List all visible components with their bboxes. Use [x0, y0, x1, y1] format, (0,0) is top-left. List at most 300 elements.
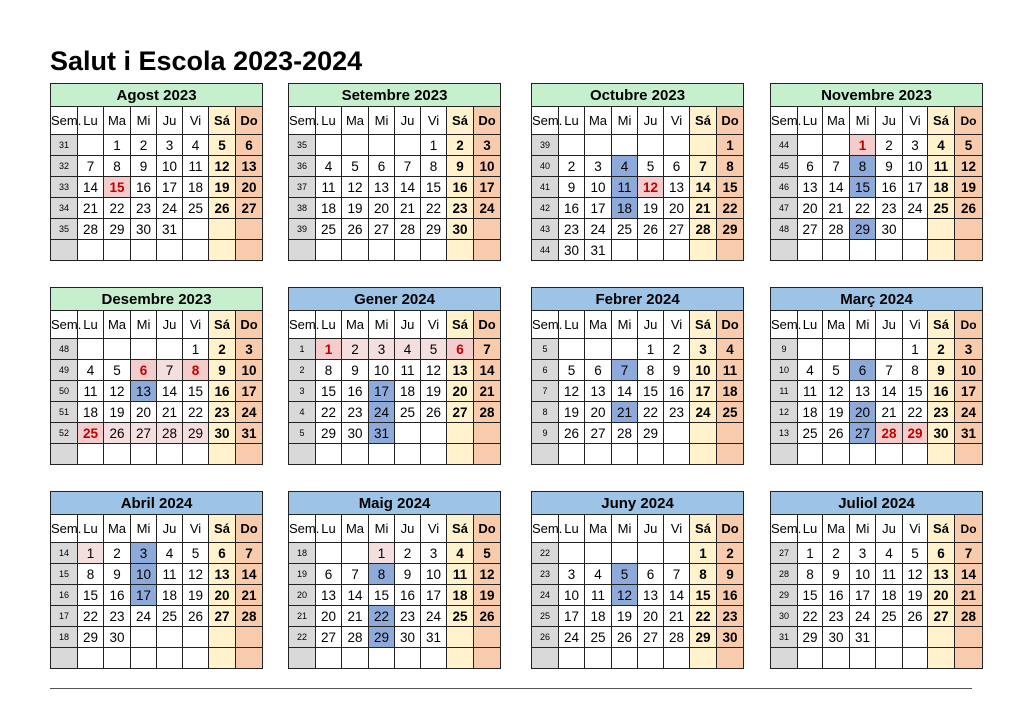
week-row — [771, 135, 983, 156]
day-cell — [690, 240, 717, 261]
day-cell: 6 — [131, 360, 157, 381]
day-cell — [104, 444, 131, 465]
day-cell: 8 — [903, 360, 928, 381]
week-number: 42 — [532, 198, 559, 219]
day-cell: 29 — [78, 627, 104, 648]
week-number: 12 — [771, 402, 798, 423]
day-cell — [664, 648, 690, 669]
day-cell: 8 — [316, 360, 342, 381]
day-cell: 2 — [559, 156, 585, 177]
week-number: 4 — [289, 402, 316, 423]
day-cell: 15 — [369, 585, 395, 606]
day-cell — [474, 240, 501, 261]
week-number: 43 — [532, 219, 559, 240]
day-cell — [928, 627, 955, 648]
weekday-header: Ju — [638, 515, 664, 543]
day-cell: 28 — [955, 606, 983, 627]
week-number: 10 — [771, 360, 798, 381]
week-row — [51, 219, 263, 240]
day-cell — [131, 240, 157, 261]
week-row — [771, 198, 983, 219]
day-cell: 19 — [612, 606, 638, 627]
day-cell: 20 — [316, 606, 342, 627]
weekday-header: Mi — [131, 311, 157, 339]
day-cell: 22 — [850, 198, 876, 219]
week-number: 49 — [51, 360, 78, 381]
day-cell — [612, 543, 638, 564]
day-cell: 7 — [474, 339, 501, 360]
day-cell: 27 — [798, 219, 823, 240]
week-number: 31 — [51, 135, 78, 156]
day-cell: 15 — [183, 381, 209, 402]
week-row — [771, 360, 983, 381]
day-cell: 2 — [447, 135, 474, 156]
day-cell: 17 — [131, 585, 157, 606]
day-cell: 6 — [664, 156, 690, 177]
day-cell: 30 — [447, 219, 474, 240]
day-cell: 2 — [395, 543, 421, 564]
day-cell: 4 — [447, 543, 474, 564]
day-cell: 17 — [236, 381, 263, 402]
day-cell: 4 — [316, 156, 342, 177]
weekday-header: Vi — [903, 311, 928, 339]
day-cell: 18 — [183, 177, 209, 198]
week-row — [771, 219, 983, 240]
day-cell: 29 — [903, 423, 928, 444]
day-cell: 12 — [209, 156, 236, 177]
week-row — [771, 339, 983, 360]
day-cell — [664, 135, 690, 156]
day-cell — [342, 135, 369, 156]
day-cell — [850, 444, 876, 465]
weekday-header: Sá — [447, 311, 474, 339]
day-cell: 27 — [928, 606, 955, 627]
day-cell: 6 — [316, 564, 342, 585]
day-cell — [876, 240, 903, 261]
day-cell: 9 — [447, 156, 474, 177]
day-cell: 9 — [928, 360, 955, 381]
week-row — [532, 219, 744, 240]
week-row — [51, 135, 263, 156]
day-cell — [955, 444, 983, 465]
week-row — [289, 240, 501, 261]
day-cell — [447, 423, 474, 444]
day-cell: 2 — [104, 543, 131, 564]
week-row — [51, 381, 263, 402]
day-cell: 27 — [316, 627, 342, 648]
week-number: 46 — [771, 177, 798, 198]
week-row — [532, 402, 744, 423]
week-number-header: Sem. — [289, 515, 316, 543]
day-cell: 10 — [369, 360, 395, 381]
day-cell: 30 — [209, 423, 236, 444]
month-calendar — [770, 83, 982, 261]
week-row — [771, 444, 983, 465]
week-number: 34 — [51, 198, 78, 219]
day-cell: 12 — [183, 564, 209, 585]
day-cell: 1 — [78, 543, 104, 564]
day-cell: 9 — [823, 564, 850, 585]
day-cell — [369, 444, 395, 465]
day-cell: 8 — [798, 564, 823, 585]
weekday-header: Ma — [342, 311, 369, 339]
week-number: 35 — [289, 135, 316, 156]
day-cell — [876, 444, 903, 465]
day-cell: 20 — [209, 585, 236, 606]
day-cell — [474, 423, 501, 444]
day-cell: 23 — [928, 402, 955, 423]
weekday-header: Lu — [559, 311, 585, 339]
week-number-header: Sem. — [289, 311, 316, 339]
day-cell — [664, 240, 690, 261]
day-cell — [447, 240, 474, 261]
day-cell — [342, 240, 369, 261]
day-cell — [690, 135, 717, 156]
week-row — [289, 360, 501, 381]
week-number: 44 — [532, 240, 559, 261]
week-row — [51, 585, 263, 606]
day-cell — [690, 648, 717, 669]
weekday-header: Do — [474, 107, 501, 135]
weekday-header: Ju — [157, 311, 183, 339]
day-cell: 16 — [559, 198, 585, 219]
day-cell: 12 — [474, 564, 501, 585]
weekday-header: Vi — [183, 311, 209, 339]
day-cell: 26 — [104, 423, 131, 444]
day-cell — [447, 648, 474, 669]
week-number: 50 — [51, 381, 78, 402]
week-number: 27 — [771, 543, 798, 564]
day-cell: 3 — [903, 135, 928, 156]
weekday-header: Sá — [928, 515, 955, 543]
week-row — [51, 198, 263, 219]
day-cell: 18 — [395, 381, 421, 402]
day-cell: 1 — [717, 135, 744, 156]
month-calendar — [50, 83, 262, 261]
day-cell: 22 — [638, 402, 664, 423]
week-row — [51, 156, 263, 177]
weekday-header: Ma — [104, 107, 131, 135]
day-cell: 3 — [236, 339, 263, 360]
day-cell: 25 — [612, 219, 638, 240]
day-cell: 11 — [612, 177, 638, 198]
day-cell: 18 — [157, 585, 183, 606]
day-cell — [183, 648, 209, 669]
month-calendar — [531, 491, 743, 669]
day-cell — [955, 627, 983, 648]
day-cell: 12 — [612, 585, 638, 606]
day-cell: 3 — [421, 543, 447, 564]
day-cell: 28 — [342, 627, 369, 648]
day-cell — [850, 339, 876, 360]
day-cell — [395, 648, 421, 669]
day-cell: 22 — [369, 606, 395, 627]
day-cell: 12 — [955, 156, 983, 177]
weekday-header: Vi — [421, 107, 447, 135]
day-cell: 15 — [717, 177, 744, 198]
day-cell: 25 — [928, 198, 955, 219]
month-calendar — [288, 287, 500, 465]
day-cell: 26 — [955, 198, 983, 219]
day-cell: 27 — [664, 219, 690, 240]
day-cell — [236, 444, 263, 465]
weekday-header: Lu — [78, 107, 104, 135]
week-number: 5 — [532, 339, 559, 360]
week-number — [51, 648, 78, 669]
week-row — [771, 564, 983, 585]
day-cell: 17 — [474, 177, 501, 198]
day-cell — [395, 444, 421, 465]
weekday-header: Mi — [612, 107, 638, 135]
weekday-header: Do — [236, 515, 263, 543]
day-cell: 19 — [638, 198, 664, 219]
day-cell — [585, 648, 612, 669]
week-row — [289, 135, 501, 156]
day-cell: 18 — [316, 198, 342, 219]
weekday-header: Sá — [209, 515, 236, 543]
day-cell — [823, 339, 850, 360]
day-cell: 5 — [638, 156, 664, 177]
day-cell: 14 — [876, 381, 903, 402]
day-cell: 5 — [342, 156, 369, 177]
day-cell — [638, 135, 664, 156]
day-cell: 27 — [131, 423, 157, 444]
weekday-header: Ma — [823, 107, 850, 135]
weekday-header: Do — [236, 107, 263, 135]
day-cell: 5 — [421, 339, 447, 360]
week-number — [51, 240, 78, 261]
day-cell — [664, 444, 690, 465]
day-cell: 14 — [78, 177, 104, 198]
day-cell — [183, 240, 209, 261]
day-cell: 31 — [157, 219, 183, 240]
week-number — [771, 444, 798, 465]
day-cell — [798, 240, 823, 261]
day-cell: 2 — [928, 339, 955, 360]
day-cell: 9 — [104, 564, 131, 585]
week-row — [289, 606, 501, 627]
week-number-header: Sem. — [51, 107, 78, 135]
week-number: 14 — [51, 543, 78, 564]
day-cell — [157, 444, 183, 465]
day-cell — [638, 543, 664, 564]
day-cell: 23 — [559, 219, 585, 240]
day-cell — [903, 627, 928, 648]
day-cell: 14 — [236, 564, 263, 585]
day-cell: 21 — [955, 585, 983, 606]
week-number: 18 — [289, 543, 316, 564]
week-number: 44 — [771, 135, 798, 156]
week-number: 16 — [51, 585, 78, 606]
day-cell: 25 — [876, 606, 903, 627]
week-number — [532, 444, 559, 465]
day-cell — [850, 240, 876, 261]
weekday-header: Sá — [928, 311, 955, 339]
day-cell: 27 — [209, 606, 236, 627]
day-cell — [183, 444, 209, 465]
week-number: 47 — [771, 198, 798, 219]
day-cell: 22 — [903, 402, 928, 423]
day-cell — [104, 339, 131, 360]
day-cell: 20 — [447, 381, 474, 402]
day-cell: 15 — [798, 585, 823, 606]
day-cell — [78, 240, 104, 261]
day-cell: 12 — [421, 360, 447, 381]
day-cell — [131, 339, 157, 360]
week-number: 23 — [532, 564, 559, 585]
day-cell: 31 — [850, 627, 876, 648]
weekday-header: Vi — [183, 107, 209, 135]
day-cell: 30 — [717, 627, 744, 648]
week-number — [771, 648, 798, 669]
day-cell: 16 — [823, 585, 850, 606]
day-cell — [316, 240, 342, 261]
week-number: 52 — [51, 423, 78, 444]
day-cell: 9 — [717, 564, 744, 585]
day-cell: 12 — [104, 381, 131, 402]
day-cell: 17 — [369, 381, 395, 402]
day-cell — [876, 339, 903, 360]
day-cell: 9 — [342, 360, 369, 381]
day-cell: 21 — [664, 606, 690, 627]
day-cell: 21 — [612, 402, 638, 423]
week-row — [532, 543, 744, 564]
day-cell: 28 — [612, 423, 638, 444]
weekday-header: Sá — [690, 311, 717, 339]
day-cell: 4 — [876, 543, 903, 564]
week-row — [532, 177, 744, 198]
week-row — [51, 423, 263, 444]
week-row — [51, 564, 263, 585]
day-cell: 1 — [690, 543, 717, 564]
day-cell: 17 — [690, 381, 717, 402]
week-row — [289, 564, 501, 585]
day-cell — [236, 627, 263, 648]
day-cell: 4 — [717, 339, 744, 360]
day-cell: 24 — [903, 198, 928, 219]
week-row — [771, 240, 983, 261]
day-cell — [638, 648, 664, 669]
day-cell: 4 — [798, 360, 823, 381]
day-cell: 17 — [157, 177, 183, 198]
day-cell: 19 — [342, 198, 369, 219]
day-cell: 18 — [612, 198, 638, 219]
day-cell — [928, 240, 955, 261]
day-cell — [903, 444, 928, 465]
day-cell — [342, 444, 369, 465]
month-title: Novembre 2023 — [771, 84, 983, 107]
day-cell: 17 — [421, 585, 447, 606]
day-cell: 8 — [638, 360, 664, 381]
weekday-header: Mi — [131, 515, 157, 543]
day-cell: 1 — [104, 135, 131, 156]
day-cell — [612, 135, 638, 156]
month-title: Maig 2024 — [289, 492, 501, 515]
weekday-header: Mi — [131, 107, 157, 135]
day-cell — [690, 423, 717, 444]
day-cell: 13 — [585, 381, 612, 402]
week-row — [289, 627, 501, 648]
day-cell — [209, 648, 236, 669]
week-number-header: Sem. — [289, 107, 316, 135]
day-cell: 23 — [104, 606, 131, 627]
day-cell: 11 — [928, 156, 955, 177]
day-cell: 24 — [585, 219, 612, 240]
day-cell: 2 — [876, 135, 903, 156]
day-cell — [876, 627, 903, 648]
day-cell — [183, 219, 209, 240]
week-number-header: Sem. — [532, 107, 559, 135]
weekday-header: Ju — [876, 107, 903, 135]
day-cell: 9 — [876, 156, 903, 177]
day-cell: 5 — [823, 360, 850, 381]
day-cell: 10 — [955, 360, 983, 381]
day-cell: 3 — [157, 135, 183, 156]
day-cell: 11 — [316, 177, 342, 198]
day-cell: 13 — [316, 585, 342, 606]
day-cell: 6 — [638, 564, 664, 585]
day-cell: 11 — [157, 564, 183, 585]
week-number-header: Sem. — [532, 311, 559, 339]
day-cell — [78, 135, 104, 156]
day-cell: 27 — [585, 423, 612, 444]
day-cell — [316, 444, 342, 465]
day-cell: 26 — [421, 402, 447, 423]
month-calendar — [288, 83, 500, 261]
day-cell: 1 — [183, 339, 209, 360]
day-cell: 29 — [638, 423, 664, 444]
day-cell: 3 — [474, 135, 501, 156]
month-title: Agost 2023 — [51, 84, 263, 107]
day-cell — [131, 444, 157, 465]
week-number: 9 — [532, 423, 559, 444]
day-cell: 2 — [717, 543, 744, 564]
day-cell: 10 — [157, 156, 183, 177]
day-cell: 6 — [928, 543, 955, 564]
week-row — [289, 198, 501, 219]
week-number: 37 — [289, 177, 316, 198]
day-cell: 9 — [131, 156, 157, 177]
day-cell: 10 — [850, 564, 876, 585]
day-cell — [903, 648, 928, 669]
day-cell: 15 — [690, 585, 717, 606]
day-cell: 5 — [474, 543, 501, 564]
day-cell: 10 — [585, 177, 612, 198]
day-cell: 19 — [104, 402, 131, 423]
weekday-header: Lu — [78, 515, 104, 543]
week-row — [532, 135, 744, 156]
day-cell — [474, 648, 501, 669]
day-cell — [612, 444, 638, 465]
day-cell: 17 — [955, 381, 983, 402]
day-cell: 27 — [236, 198, 263, 219]
weekday-header: Lu — [798, 311, 823, 339]
day-cell: 10 — [421, 564, 447, 585]
day-cell: 23 — [664, 402, 690, 423]
weekday-header: Lu — [798, 107, 823, 135]
day-cell: 13 — [798, 177, 823, 198]
day-cell: 18 — [928, 177, 955, 198]
week-row — [771, 381, 983, 402]
month-title: Juny 2024 — [532, 492, 744, 515]
day-cell — [717, 444, 744, 465]
day-cell: 18 — [798, 402, 823, 423]
weekday-header: Lu — [316, 311, 342, 339]
day-cell: 7 — [876, 360, 903, 381]
day-cell — [664, 423, 690, 444]
day-cell: 18 — [717, 381, 744, 402]
day-cell: 26 — [342, 219, 369, 240]
